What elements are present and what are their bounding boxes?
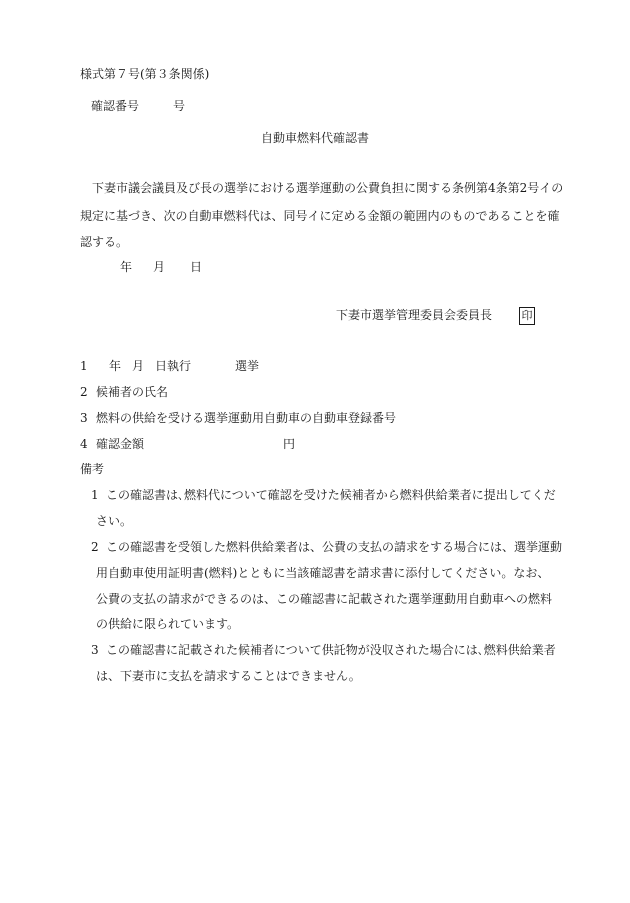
body-line-3: 認する。	[80, 235, 129, 249]
remark-2-line-2: 用自動車使用証明書(燃料)とともに当該確認書を請求書に添付してください。なお、	[96, 566, 550, 580]
remark-1-number: 1	[91, 488, 99, 502]
item-4-text: 確認金額	[96, 437, 145, 451]
remark-2-number: 2	[91, 540, 99, 554]
item-1-election: 選挙	[235, 359, 260, 373]
remark-1-line-2: さい。	[96, 514, 133, 528]
date-year: 年	[120, 260, 133, 274]
confirm-number-suffix: 号	[173, 99, 186, 113]
item-1-day-executed: 日執行	[155, 359, 192, 373]
remarks-heading: 備考	[80, 462, 105, 476]
item-3-text: 燃料の供給を受ける選挙運動用自動車の自動車登録番号	[96, 411, 397, 425]
item-4-unit: 円	[283, 437, 296, 451]
remark-3-line-2: は、下妻市に支払を請求することはできません。	[96, 669, 361, 683]
item-4-number: 4	[80, 437, 88, 451]
date-month: 月	[153, 260, 166, 274]
document-title: 自動車燃料代確認書	[261, 131, 370, 145]
item-2-text: 候補者の氏名	[96, 385, 169, 399]
body-line-1: 下妻市議会議員及び長の選挙における選挙運動の公費負担に関する条例第4条第2号イの	[92, 181, 564, 195]
issuer-name: 下妻市選挙管理委員会委員長	[336, 308, 493, 322]
remark-2-line-4: の供給に限られています。	[96, 617, 240, 631]
item-1-number: 1	[80, 359, 88, 373]
confirm-number-label: 確認番号	[91, 99, 140, 113]
item-1-year: 年	[109, 359, 122, 373]
seal-box: 印	[519, 307, 535, 325]
remark-1-line-1: この確認書は､燃料代について確認を受けた候補者から燃料供給業者に提出してくだ	[106, 488, 556, 502]
form-number: 様式第７号(第３条関係)	[80, 67, 210, 81]
body-line-2: 規定に基づき、次の自動車燃料代は、同号イに定める金額の範囲内のものであることを確	[80, 209, 560, 223]
remark-3-line-1: この確認書に記載された候補者について供託物が没収された場合には､燃料供給業者	[106, 643, 556, 657]
item-3-number: 3	[80, 411, 88, 425]
remark-2-line-1: この確認書を受領した燃料供給業者は、公費の支払の請求をする場合には、選挙運動	[106, 540, 563, 554]
date-day: 日	[190, 260, 203, 274]
item-1-month: 月	[132, 359, 145, 373]
item-2-number: 2	[80, 385, 88, 399]
remark-3-number: 3	[91, 643, 99, 657]
remark-2-line-3: 公費の支払の請求ができるのは、この確認書に記載された選挙運動用自動車への燃料	[96, 592, 553, 606]
